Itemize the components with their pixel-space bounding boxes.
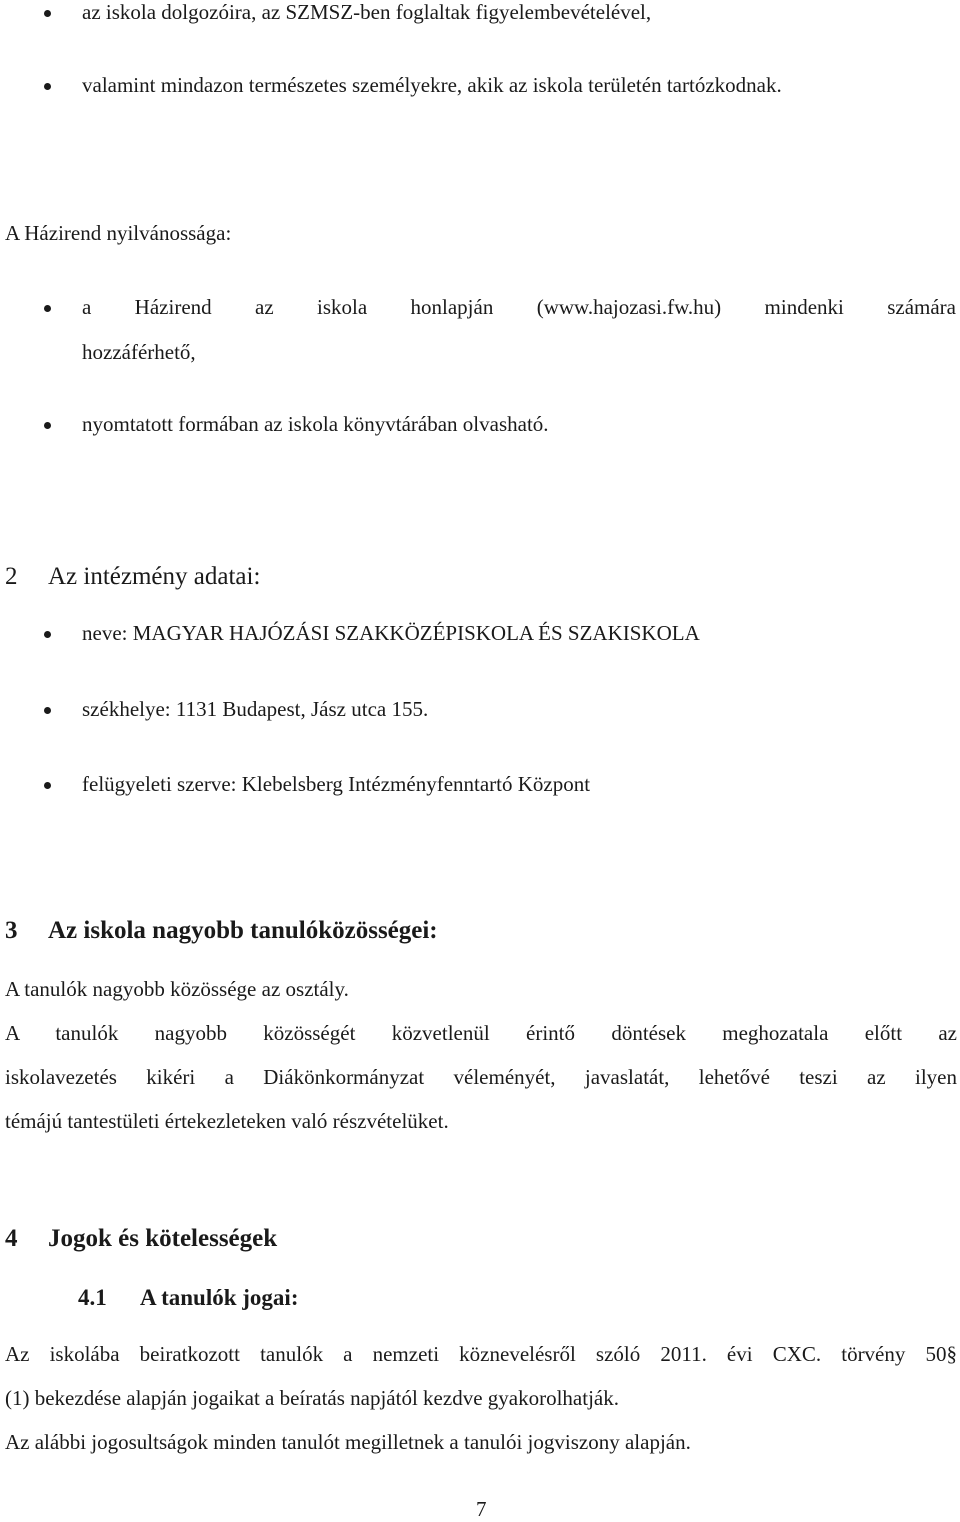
list-item-continuation: hozzáférhető, [82, 340, 196, 364]
page-number: 7 [476, 1497, 487, 1521]
paragraph-line: (1) bekezdése alapján jogaikat a beíratás napjától kezdve gyakorolhatják. [5, 1386, 619, 1410]
bullet-icon [44, 305, 51, 312]
section-heading [5, 1225, 277, 1253]
section-title: Az intézmény adatai: [48, 563, 261, 590]
subsection-title: A tanulók jogai: [140, 1285, 299, 1310]
bullet-icon [44, 631, 51, 638]
section-heading [5, 563, 260, 591]
list-item: székhelye: 1131 Budapest, Jász utca 155. [82, 697, 429, 721]
paragraph: A tanulók nagyobb közössége az osztály. [5, 977, 349, 1001]
bullet-icon [44, 707, 51, 714]
paragraph-line: Az iskolába beiratkozott tanulók a nemzeti köznevelésről szóló 2011. évi CXC. törvény 50§ [5, 1342, 957, 1366]
list-item: felügyeleti szerve: Klebelsberg Intézményfenntartó Központ [82, 772, 591, 796]
list-item: a Házirend az iskola honlapján (www.hajozasi.fw.hu) mindenki számára [82, 295, 956, 319]
list-item: nyomtatott formában az iskola könyvtárában olvasható. [82, 412, 549, 436]
subsection-number: 4.1 [78, 1285, 107, 1310]
section-title: Jogok és kötelességek [48, 1225, 278, 1252]
bullet-icon [44, 422, 51, 429]
list-item: neve: MAGYAR HAJÓZÁSI SZAKKÖZÉPISKOLA ÉS SZAKISKOLA [82, 621, 700, 645]
publicity-heading: A Házirend nyilvánossága: [5, 221, 232, 245]
paragraph-line: témájú tantestületi értekezleteken való részvételüket. [5, 1109, 449, 1133]
section-title: Az iskola nagyobb tanulóközösségei: [48, 917, 438, 944]
paragraph: Az alábbi jogosultságok minden tanulót megilletnek a tanulói jogviszony alapján. [5, 1430, 691, 1454]
list-item: az iskola dolgozóira, az SZMSZ-ben foglaltak figyelembevételével, [82, 0, 652, 24]
subsection-heading [78, 1285, 298, 1311]
section-heading [5, 917, 438, 945]
section-number: 4 [5, 1225, 18, 1252]
bullet-icon [44, 782, 51, 789]
paragraph-line: A tanulók nagyobb közösségét közvetlenül érintő döntések meghozatala előtt az [5, 1021, 957, 1045]
section-number: 2 [5, 563, 18, 590]
bullet-icon [44, 10, 51, 17]
list-item: valamint mindazon természetes személyekre, akik az iskola területén tartózkodnak. [82, 73, 782, 97]
section-number: 3 [5, 917, 18, 944]
paragraph-line: iskolavezetés kikéri a Diákönkormányzat véleményét, javaslatát, lehetővé teszi az ilyen [5, 1065, 957, 1089]
bullet-icon [44, 83, 51, 90]
